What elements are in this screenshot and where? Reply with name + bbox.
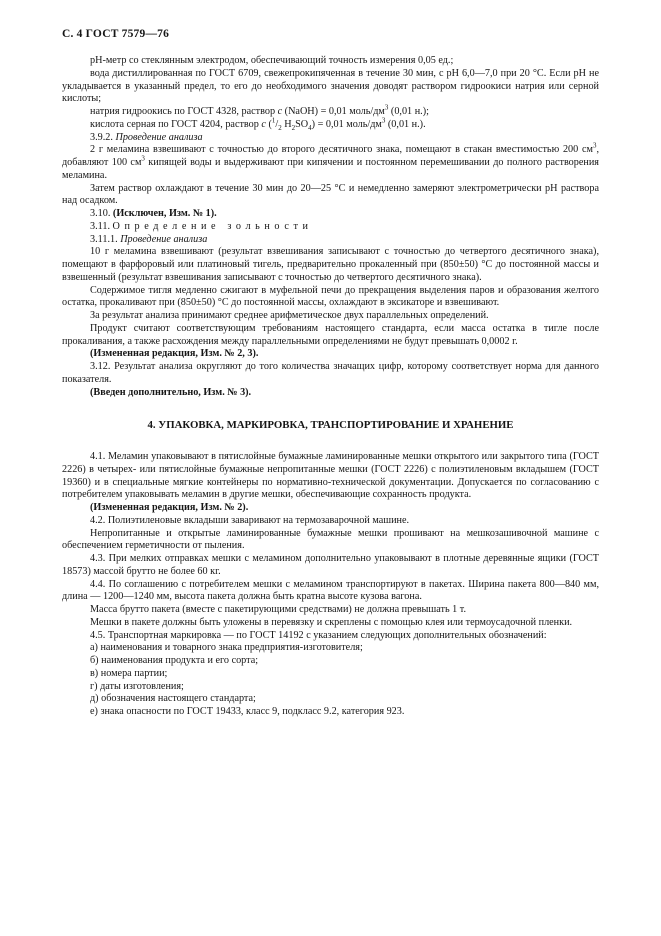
clause-3-11: 3.11. Определение зольности	[90, 220, 313, 232]
clause-4-4-binding: Мешки в пакете должны быть уложены в перевязку и скреплены с помощью клея или термоусадочной пленки.	[90, 616, 573, 628]
clause-3-11-1-burn: Содержимое тигля медленно сжигают в муфельной печи до прекращения выделения паров и образования желтого остатка, прокаливают при (850±50) °С до постоянной массы, охлаждают в эксикаторе и взвешивают.	[62, 284, 599, 309]
list-item: в) номера партии;	[90, 667, 168, 679]
list-item: д) обозначения настоящего стандарта;	[90, 693, 256, 705]
clause-4-2: 4.2. Полиэтиленовые вкладыши заваривают на термозаварочной машине.	[90, 514, 410, 526]
section-4-heading: 4. УПАКОВКА, МАРКИРОВКА, ТРАНСПОРТИРОВАНИЕ И ХРАНЕНИЕ	[147, 419, 514, 432]
clause-4-1: 4.1. Меламин упаковывают в пятислойные бумажные ламинированные мешки открытого или закрытого типа (ГОСТ 2226) в четырех- или пятислойные бумажные непропитанные мешки (ГОСТ 2226) с полиэтиленовым вкладышем (ГОСТ 19360) и в специальные мягкие контейнеры по нормативно-технической документации. Допускается по согласованию с потребителем упаковывать меламин в другие мешки, обеспечивающие сохранность продукта.	[62, 451, 599, 501]
clause-3-11-1-result: За результат анализа принимают среднее арифметическое двух параллельных определений.	[90, 310, 489, 321]
clause-4-1-revision: (Измененная редакция, Изм. № 2).	[90, 502, 249, 513]
naoh-line: натрия гидроокись по ГОСТ 4328, раствор с (NaOH) = 0,01 моль/$дм^3$ (0,01 н.);	[90, 103, 429, 117]
list-item: г) даты изготовления;	[90, 680, 184, 692]
clause-3-9-2-text: 2 г меламина взвешивают с точностью до второго десятичного знака, помещают в стакан вместимостью 200 $см^3$, добавляют 100 $см^3$ кипящей воды и выдерживают при кипячении и постоянном перемешивании до полного растворения меламина.	[62, 141, 599, 181]
list-item: б) наименования продукта и его сорта;	[90, 655, 259, 666]
clause-3-11-1-text: 10 г меламина взвешивают (результат взвешивания записывают с точностью до четвертого десятичного знака), помещают в фарфоровый или платиновый тигель, предварительно прокаленный при (850±50) °С до постоянной массы и взвешенный (результат взвешивания записывают с точностью до четвертого десятичного знака).	[62, 246, 599, 283]
clause-3-9-2-cool: Затем раствор охлаждают в течение 30 мин до 20—25 °С и немедленно замеряют электрометрически рН раствора над осадком.	[62, 182, 599, 207]
clause-3-12-revision: (Введен дополнительно, Изм. № 3).	[90, 386, 252, 398]
clause-3-11-revision: (Измененная редакция, Изм. № 2, 3).	[90, 348, 259, 360]
clause-3-10: 3.10. (Исключен, Изм. № 1).	[90, 208, 217, 219]
page-header: С. 4 ГОСТ 7579—76	[62, 28, 170, 40]
h2so4-line: кислота серная по ГОСТ 4204, раствор с ($^1/_2$ $H_2SO_4) = 0,01$ моль/$дм^3$ (0,01 н.).	[90, 116, 426, 132]
water-line: вода дистиллированная по ГОСТ 6709, свежепрокипяченная в течение 30 мин, с рН 6,0—7,0 при 20 °С. Если рН не укладывается в указанный предел, то его до необходимого значения доводят раствором гидроокиси натрия или серной кислоты;	[62, 67, 599, 105]
clause-4-4-mass: Масса брутто пакета (вместе с пакетирующими средствами) не должна превышать 1 т.	[90, 604, 467, 615]
clause-4-4: 4.4. По соглашению с потребителем мешки с меламином транспортируют в пакетах. Ширина пакета 800—840 мм, длина — 1200—1240 мм, высота пакета должна быть кратна высоте кузова вагона.	[62, 578, 599, 603]
marking-list	[62, 642, 599, 719]
clause-4-3: 4.3. При мелких отправках мешки с меламином дополнительно упаковывают в плотные деревянные ящики (ГОСТ 18573) массой брутто не более 60 кг.	[62, 553, 599, 577]
clause-3-11-1-accept: Продукт считают соответствующим требованиям настоящего стандарта, если масса остатка в тигле после прокаливания, а также расхождения между параллельными определениями не будут превышать 0,0002 г.	[62, 322, 599, 347]
page-content	[62, 55, 599, 719]
ph-meter-line: рН-метр со стеклянным электродом, обеспечивающий точность измерения 0,05 ед.;	[90, 55, 454, 66]
list-item: е) знака опасности по ГОСТ 19433, класс 9, подкласс 9.2, категория 923.	[90, 706, 405, 717]
clause-3-9-2: 3.9.2. Проведение анализа	[90, 131, 203, 143]
clause-4-2-sewing: Непропитанные и открытые ламинированные бумажные мешки прошивают на мешкозашивочной машине с обеспечением герметичности от пыления.	[62, 527, 599, 552]
clause-4-5: 4.5. Транспортная маркировка — по ГОСТ 14192 с указанием следующих дополнительных обозначений:	[90, 629, 547, 641]
list-item: а) наименования и товарного знака предприятия-изготовителя;	[90, 642, 363, 654]
clause-3-12: 3.12. Результат анализа округляют до того количества значащих цифр, которому соответствует норма для данного показателя.	[62, 361, 599, 385]
clause-3-11-1: 3.11.1. Проведение анализа	[90, 233, 208, 245]
